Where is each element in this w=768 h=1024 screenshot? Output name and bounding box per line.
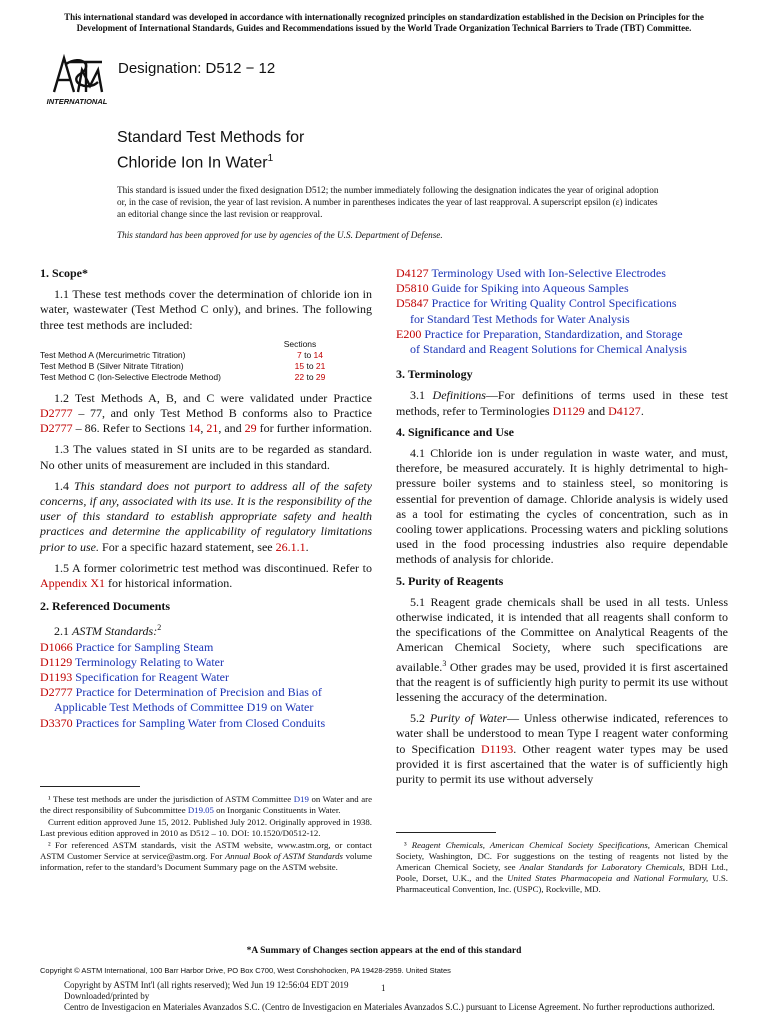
- right-column: [396, 266, 728, 793]
- refdocs-sub: 2.1 ASTM Standards:$^2$: [54, 623, 162, 639]
- ref-item-cont[interactable]: Applicable Test Methods of Committee D19 on Water: [54, 700, 314, 715]
- section-link[interactable]: 14: [313, 349, 324, 360]
- ref-link[interactable]: D4127: [608, 403, 641, 418]
- purity-para-5-2: 5.2 Purity of Water— Unless otherwise indicated, references to water shall be understood to mean Type I reagent water conforming to Specification D1193. Other reagent water types may be used provided it is first ascertained that the water is of sufficiently high purity to permit its use without adversely: [396, 711, 729, 787]
- summary-note: *A Summary of Changes section appears at the end of this standard: [246, 946, 522, 956]
- ref-item[interactable]: D1129 Terminology Relating to Water: [40, 654, 224, 669]
- methods-table: [40, 339, 350, 383]
- significance-heading: 4. Significance and Use: [396, 424, 515, 439]
- scope-para-1-3: 1.3 The values stated in SI units are to be regarded as standard. No other units of measurement are included in this standard.: [40, 442, 372, 472]
- svg-text:INTERNATIONAL: INTERNATIONAL: [46, 97, 108, 106]
- ref-item[interactable]: E200 Practice for Preparation, Standardization, and Storage: [396, 326, 683, 341]
- subcommittee-link[interactable]: D19.05: [187, 805, 214, 815]
- title-line-1: Standard Test Methods for: [117, 129, 305, 146]
- download-info: Copyright by ASTM Int'l (all rights reserved); Wed Jun 19 12:56:04 EDT 2019 Downloaded/printed by Centro de Investigacion en Materiales Avanzados S.C. (Centro de Investigacion en Materiales Avanzados S.C.) pursuant to License Agreement. No further reproductions authorized.: [64, 980, 715, 1012]
- ref-link[interactable]: D1129: [552, 403, 585, 418]
- ref-link[interactable]: D2777: [40, 421, 73, 436]
- ref-item[interactable]: D1193 Specification for Reagent Water: [40, 670, 229, 685]
- section-link[interactable]: 29: [244, 421, 257, 436]
- issued-note: This standard is issued under the fixed designation D512; the number immediately following the designation indicates the year of original adoption or, in the case of revision, the year of last revision. A number in parentheses indicates the year of last reapproval. A superscript epsilon (ε) indicates an editorial change since the last revision or reapproval.: [117, 185, 659, 219]
- section-link[interactable]: 29: [315, 371, 326, 382]
- astm-logo: [44, 52, 110, 108]
- footnote-2: ² For referenced ASTM standards, visit the ASTM website, www.astm.org, or contact ASTM Customer Service at service@astm.org. For Annual Book of ASTM Standards volume information, refer to the standard’s Document Summary page on the ASTM website.: [40, 840, 372, 872]
- purity-heading: 5. Purity of Reagents: [396, 573, 504, 588]
- sections-header: Sections: [283, 338, 317, 349]
- scope-para-1-5: 1.5 A former colorimetric test method was discontinued. Refer to Appendix X1 for historical information.: [40, 560, 372, 591]
- footnotes-left: [40, 794, 372, 874]
- committee-link[interactable]: D19: [293, 794, 309, 804]
- ref-item[interactable]: D2777 Practice for Determination of Precision and Bias of: [40, 685, 322, 700]
- scope-para-1-4: 1.4 This standard does not purport to address all of the safety concerns, if any, associated with its use. It is the responsibility of the user of this standard to establish appropriate safety and health practices and determine the applicability of regulatory limitations prior to use. For a specific hazard statement, see 26.1.1.: [40, 478, 373, 554]
- title-line-2: Chloride Ion In Water$^1$: [117, 153, 274, 172]
- section-link[interactable]: 14: [188, 421, 201, 436]
- section-link[interactable]: 15: [294, 360, 305, 371]
- refdocs-heading: 2. Referenced Documents: [40, 599, 171, 614]
- ref-item[interactable]: D5810 Guide for Spiking into Aqueous Samples: [396, 281, 629, 296]
- section-link[interactable]: 22: [294, 371, 305, 382]
- section-link[interactable]: 21: [315, 360, 326, 371]
- scope-para-1-2: 1.2 Test Methods A, B, and C were validated under Practice D2777 – 77, and only Test Method B conforms also to Practice D2777 – 86. Refer to Sections 14, 21, and 29 for further information.: [40, 390, 372, 436]
- appendix-link[interactable]: Appendix X1: [40, 576, 105, 591]
- method-row: Test Method B (Silver Nitrate Titration) 15 to 21: [40, 360, 326, 371]
- scope-para-1-1: 1.1 These test methods cover the determination of chloride ion in water, wastewater (Test Method C only), and brines. The following three test methods are included:: [40, 287, 372, 332]
- section-link[interactable]: 21: [206, 421, 219, 436]
- footnote-1-edition: Current edition approved June 15, 2012. Published July 2012. Originally approved in 1938. Last previous edition approved in 2010 as D512 – 10. DOI: 10.1520/D0512-12.: [40, 817, 372, 838]
- ref-item[interactable]: D3370 Practices for Sampling Water from Closed Conduits: [40, 715, 326, 730]
- designation: Designation: D512 − 12: [118, 60, 276, 77]
- left-column: [40, 266, 372, 731]
- ref-item[interactable]: D5847 Practice for Writing Quality Control Specifications: [396, 296, 677, 311]
- ref-link[interactable]: 26.1.1: [275, 539, 306, 554]
- ref-item-cont[interactable]: of Standard and Reagent Solutions for Chemical Analysis: [410, 342, 687, 357]
- ref-item-cont[interactable]: for Standard Test Methods for Water Analysis: [410, 311, 630, 326]
- ref-item[interactable]: D4127 Terminology Used with Ion-Selective Electrodes: [396, 266, 666, 280]
- footnote-3: ³ Reagent Chemicals, American Chemical Society Specifications, American Chemical Society, Washington, DC. For suggestions on the testing of reagents not listed by the American Chemical Society, see Analar Standards for Laboratory Chemicals, BDH Ltd., Poole, Dorset, U.K., and the United States Pharmacopeia and National Formulary, U.S. Pharmaceutical Convention, Inc. (USPC), Rockville, MD.: [396, 840, 729, 894]
- footnote-rule: [40, 786, 140, 787]
- significance-para: 4.1 Chloride ion is under regulation in waste water, and must, therefore, be measured accurately. It is highly detrimental to high-pressure boiler systems and to stainless steel, so monitoring is essential for prevention of damage. Chloride analysis is widely used as a tool for estimating the cycles of concentration, such as in cooling tower applications. Processing waters and pickling solutions used in the food processing industries also require dependable methods of analysis for chloride.: [396, 446, 728, 567]
- document-title: [117, 127, 304, 173]
- top-note: This international standard was developed in accordance with internationally recognized principles on standardization established in the Decision on Principles for the Development of International Standards, Guides and Recommendations issued by the World Trade Organization Technical Barriers to Trade (TBT) Committee.: [64, 12, 704, 33]
- footnote-rule: [396, 832, 496, 833]
- copyright-line: Copyright © ASTM International, 100 Barr Harbor Drive, PO Box C700, West Conshohocken, PA 19428-2959. United States: [40, 966, 451, 975]
- ref-link[interactable]: D1193: [480, 741, 514, 756]
- dod-note: This standard has been approved for use by agencies of the U.S. Department of Defense.: [117, 230, 443, 240]
- terminology-heading: 3. Terminology: [396, 367, 473, 382]
- page-number: 1: [381, 983, 386, 993]
- terminology-para: 3.1 Definitions—For definitions of terms used in these test methods, refer to Terminologies D1129 and D4127.: [396, 388, 728, 418]
- scope-heading: 1. Scope*: [40, 266, 88, 280]
- section-link[interactable]: 7: [296, 349, 302, 360]
- purity-para-5-1: 5.1 Reagent grade chemicals shall be used in all tests. Unless otherwise indicated, it is intended that all reagents shall conform to the specifications of the Committee on Analytical Reagents of the American Chemical Society, where such specifications are available.$^3$ Other grades may be used, provided it is first ascertained that the reagent is of sufficiently high purity to permit its use without lessening the accuracy of the determination.: [396, 594, 728, 705]
- footnotes-right: [396, 840, 728, 896]
- method-row: Test Method C (Ion-Selective Electrode Method) 22 to 29: [40, 371, 326, 382]
- footnote-1: ¹ These test methods are under the jurisdiction of ASTM Committee D19 on Water and are the direct responsibility of Subcommittee D19.05 on Inorganic Constituents in Water.: [40, 794, 373, 815]
- ref-link[interactable]: D2777: [40, 406, 73, 421]
- method-row: Test Method A (Mercurimetric Titration) 7 to 14: [40, 349, 324, 360]
- ref-item[interactable]: D1066 Practice for Sampling Steam: [40, 639, 214, 654]
